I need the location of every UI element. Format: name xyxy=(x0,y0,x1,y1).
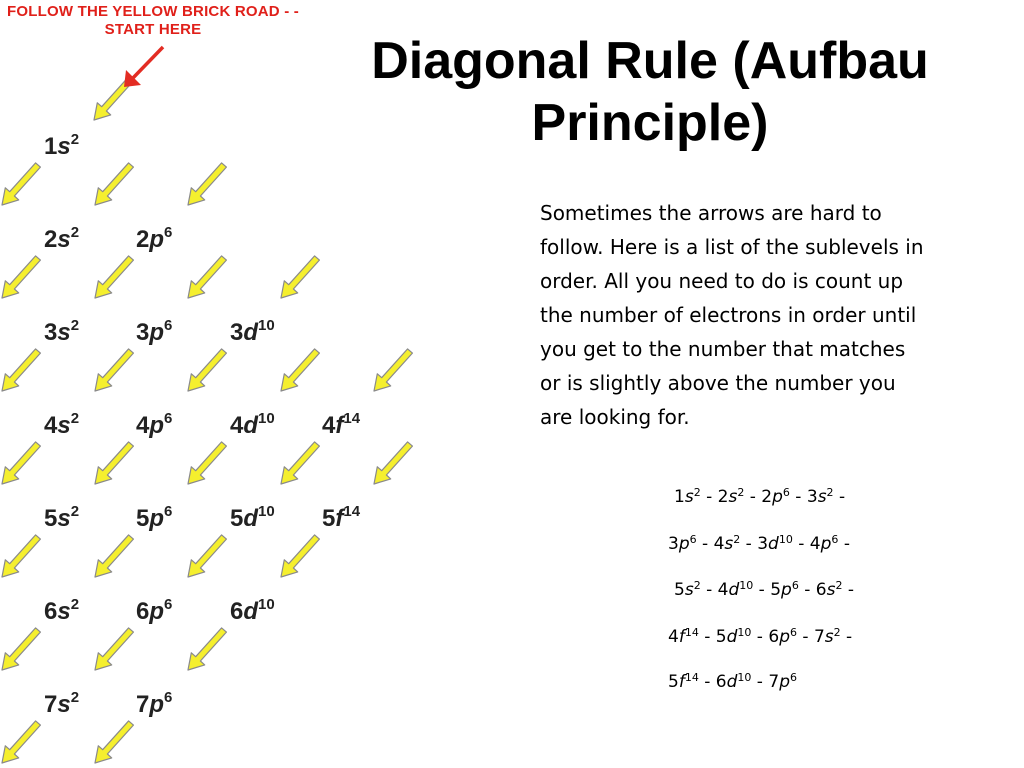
description-line: the number of electrons in order until xyxy=(540,303,917,327)
yellow-arrow-icon xyxy=(281,535,319,577)
orbital-sublevel: p xyxy=(149,319,165,346)
orbital-electrons: 10 xyxy=(737,671,752,684)
orbital-label xyxy=(136,406,172,439)
orbital-level: 6 xyxy=(715,672,727,692)
orbital-level: 7 xyxy=(44,691,58,718)
orbital-electrons: 2 xyxy=(70,410,80,427)
orbital-label xyxy=(44,127,79,160)
orbital-sublevel: s xyxy=(57,505,71,532)
sequence-separator: - xyxy=(798,580,816,600)
orbital-label xyxy=(44,592,79,625)
sequence-separator: - xyxy=(753,580,771,600)
orbital-label xyxy=(44,313,79,346)
orbital-electrons: 10 xyxy=(258,596,275,613)
orbital-sublevel: f xyxy=(678,672,685,692)
orbital-electrons: 10 xyxy=(778,533,793,546)
yellow-arrow-icon xyxy=(2,442,40,484)
sequence-term xyxy=(770,580,799,600)
orbital-electrons: 14 xyxy=(684,671,699,684)
orbital-level: 7 xyxy=(136,691,150,718)
description-line: are looking for. xyxy=(540,405,690,429)
orbital-level: 3 xyxy=(230,319,244,346)
orbital-level: 4 xyxy=(717,580,729,600)
orbital-label xyxy=(136,592,172,625)
yellow-arrow-icon xyxy=(95,256,133,298)
orbital-level: 3 xyxy=(44,319,58,346)
yellow-arrow-icon xyxy=(188,442,226,484)
yellow-arrow-icon xyxy=(188,628,226,670)
orbital-level: 4 xyxy=(136,412,150,439)
orbital-level: 4 xyxy=(668,627,679,647)
sequence-separator: - xyxy=(698,627,716,647)
yellow-arrow-icon xyxy=(281,349,319,391)
description-line: you get to the number that matches xyxy=(540,337,906,361)
orbital-electrons: 6 xyxy=(164,689,173,706)
sequence-separator: - xyxy=(700,580,718,600)
orbital-label xyxy=(44,220,79,253)
sequence-separator: - xyxy=(833,487,846,507)
page-title-line2: Principle) xyxy=(531,94,769,152)
orbital-label xyxy=(230,313,275,346)
sequence-term xyxy=(718,580,754,600)
orbital-sublevel: p xyxy=(781,580,792,600)
yellow-arrow-icon xyxy=(2,628,40,670)
sequence-line xyxy=(674,482,845,508)
orbital-level: 5 xyxy=(715,627,727,647)
start-banner-line1: FOLLOW THE YELLOW BRICK ROAD - - xyxy=(7,3,299,20)
orbital-electrons: 2 xyxy=(833,626,841,639)
yellow-arrow-icon xyxy=(95,442,133,484)
orbital-sublevel: p xyxy=(820,534,832,554)
orbital-sublevel: d xyxy=(243,319,259,346)
yellow-arrow-icon xyxy=(2,349,40,391)
orbital-level: 2 xyxy=(136,226,150,253)
yellow-arrow-icon xyxy=(188,535,226,577)
orbital-sublevel: p xyxy=(779,627,790,647)
orbital-electrons: 2 xyxy=(835,579,843,592)
orbital-electrons: 6 xyxy=(164,224,173,241)
yellow-arrow-icon xyxy=(188,163,226,205)
sequence-line xyxy=(674,575,854,601)
orbital-level: 6 xyxy=(136,598,150,625)
orbital-sublevel: d xyxy=(768,534,779,554)
orbital-level: 5 xyxy=(674,580,685,600)
sequence-term xyxy=(757,534,793,554)
orbital-electrons: 6 xyxy=(689,533,697,546)
sequence-term xyxy=(668,627,699,647)
orbital-label xyxy=(44,499,79,532)
orbital-sublevel: f xyxy=(335,505,344,532)
page-title-line1: Diagonal Rule (Aufbau xyxy=(371,32,929,90)
orbital-sublevel: s xyxy=(57,319,71,346)
yellow-arrow-icon xyxy=(281,442,319,484)
orbital-level: 6 xyxy=(815,580,827,600)
sequence-separator: - xyxy=(696,534,714,554)
yellow-arrow-icon xyxy=(95,721,133,763)
orbital-sublevel: p xyxy=(149,598,165,625)
orbital-electrons: 10 xyxy=(739,579,754,592)
orbital-electrons: 2 xyxy=(70,317,80,334)
sequence-term xyxy=(768,627,797,647)
orbital-level: 7 xyxy=(768,672,780,692)
orbital-electrons: 10 xyxy=(258,410,275,427)
orbital-sublevel: s xyxy=(817,487,827,507)
yellow-arrow-icon xyxy=(95,628,133,670)
orbital-sublevel: p xyxy=(149,505,165,532)
description-line: or is slightly above the number you xyxy=(540,371,896,395)
orbital-sublevel: s xyxy=(57,598,71,625)
orbital-electrons: 6 xyxy=(831,533,839,546)
orbital-electrons: 2 xyxy=(70,503,80,520)
orbital-level: 5 xyxy=(668,672,679,692)
orbital-electrons: 10 xyxy=(258,503,275,520)
sequence-separator: - xyxy=(840,627,853,647)
orbital-sublevel: s xyxy=(57,226,71,253)
orbital-sublevel: d xyxy=(243,412,259,439)
sequence-separator: - xyxy=(796,627,814,647)
description-line: follow. Here is a list of the sublevels in xyxy=(540,235,924,259)
orbital-level: 1 xyxy=(674,487,685,507)
orbital-label xyxy=(322,499,360,532)
sequence-term xyxy=(810,534,839,554)
orbital-electrons: 2 xyxy=(70,689,80,706)
orbital-electrons: 2 xyxy=(70,131,80,148)
yellow-arrow-icon xyxy=(2,256,40,298)
description-line: order. All you need to do is count up xyxy=(540,269,904,293)
sequence-term xyxy=(768,672,797,692)
yellow-arrow-icon xyxy=(2,721,40,763)
orbital-electrons: 2 xyxy=(737,486,745,499)
yellow-arrow-icon xyxy=(374,442,412,484)
sequence-term xyxy=(716,627,752,647)
sequence-term xyxy=(668,534,697,554)
page-title xyxy=(300,30,1000,154)
orbital-level: 4 xyxy=(230,412,244,439)
orbital-electrons: 6 xyxy=(789,626,797,639)
orbital-level: 4 xyxy=(809,534,821,554)
sequence-line xyxy=(668,667,797,693)
orbital-electrons: 14 xyxy=(684,626,699,639)
orbital-electrons: 2 xyxy=(733,533,741,546)
yellow-arrow-icon xyxy=(188,349,226,391)
description-line: Sometimes the arrows are hard to xyxy=(540,201,882,225)
orbital-sublevel: p xyxy=(149,691,165,718)
sequence-line xyxy=(668,622,852,648)
orbital-sublevel: p xyxy=(149,226,165,253)
orbital-label xyxy=(230,499,275,532)
orbital-label xyxy=(136,685,172,718)
orbital-label xyxy=(322,406,360,439)
orbital-sublevel: s xyxy=(57,691,71,718)
sequence-separator: - xyxy=(700,487,718,507)
sequence-term xyxy=(816,580,843,600)
orbital-electrons: 6 xyxy=(164,410,173,427)
sequence-separator: - xyxy=(744,487,762,507)
orbital-sublevel: s xyxy=(826,580,836,600)
orbital-level: 3 xyxy=(757,534,769,554)
orbital-sublevel: f xyxy=(678,627,685,647)
orbital-sublevel: s xyxy=(728,487,738,507)
orbital-electrons: 2 xyxy=(693,579,701,592)
orbital-level: 6 xyxy=(44,598,58,625)
orbital-level: 5 xyxy=(322,505,336,532)
orbital-sublevel: d xyxy=(243,598,259,625)
orbital-label xyxy=(136,220,172,253)
orbital-sublevel: s xyxy=(684,580,694,600)
orbital-label xyxy=(44,685,79,718)
sequence-term xyxy=(814,627,841,647)
orbital-level: 6 xyxy=(230,598,244,625)
orbital-level: 3 xyxy=(136,319,150,346)
orbital-level: 5 xyxy=(230,505,244,532)
sequence-line xyxy=(668,529,850,555)
sequence-term xyxy=(674,487,701,507)
yellow-arrow-icon xyxy=(281,256,319,298)
orbital-label xyxy=(136,313,172,346)
sequence-separator: - xyxy=(751,672,769,692)
orbital-electrons: 10 xyxy=(737,626,752,639)
yellow-arrow-icon xyxy=(374,349,412,391)
orbital-electrons: 2 xyxy=(70,596,80,613)
orbital-label xyxy=(44,406,79,439)
orbital-level: 4 xyxy=(44,412,58,439)
orbital-level: 5 xyxy=(44,505,58,532)
orbital-electrons: 6 xyxy=(164,317,173,334)
yellow-arrow-icon xyxy=(95,349,133,391)
orbital-electrons: 6 xyxy=(791,579,799,592)
start-arrow-icon xyxy=(132,47,163,79)
orbital-sublevel: s xyxy=(724,534,734,554)
sequence-term xyxy=(761,487,790,507)
orbital-level: 4 xyxy=(322,412,336,439)
sequence-separator: - xyxy=(792,534,810,554)
orbital-electrons: 2 xyxy=(826,486,834,499)
sequence-separator: - xyxy=(789,487,807,507)
orbital-sublevel: d xyxy=(243,505,259,532)
orbital-electrons: 6 xyxy=(164,596,173,613)
sequence-term xyxy=(674,580,701,600)
yellow-arrow-icon xyxy=(95,163,133,205)
yellow-arrow-icon xyxy=(95,535,133,577)
sequence-term xyxy=(718,487,745,507)
yellow-arrow-icon xyxy=(2,535,40,577)
orbital-electrons: 6 xyxy=(164,503,173,520)
orbital-sublevel: p xyxy=(772,487,783,507)
orbital-level: 4 xyxy=(713,534,725,554)
orbital-electrons: 6 xyxy=(789,671,797,684)
orbital-sublevel: s xyxy=(684,487,694,507)
sequence-separator: - xyxy=(740,534,758,554)
orbital-label xyxy=(136,499,172,532)
sequence-separator: - xyxy=(838,534,850,554)
sequence-separator: - xyxy=(698,672,716,692)
orbital-level: 2 xyxy=(717,487,729,507)
orbital-level: 5 xyxy=(136,505,150,532)
orbital-sublevel: f xyxy=(335,412,344,439)
orbital-electrons: 14 xyxy=(343,410,361,427)
orbital-sublevel: p xyxy=(149,412,165,439)
orbital-electrons: 14 xyxy=(343,503,361,520)
orbital-level: 3 xyxy=(806,487,818,507)
yellow-arrow-icon xyxy=(188,256,226,298)
orbital-electrons: 6 xyxy=(782,486,790,499)
orbital-sublevel: d xyxy=(726,672,738,692)
description-text xyxy=(540,196,1000,434)
orbital-label xyxy=(230,406,275,439)
orbital-level: 3 xyxy=(668,534,679,554)
orbital-sublevel: d xyxy=(726,627,738,647)
sequence-term xyxy=(807,487,834,507)
orbital-level: 2 xyxy=(44,226,58,253)
orbital-electrons: 2 xyxy=(70,224,80,241)
orbital-label xyxy=(230,592,275,625)
start-banner-line2: START HERE xyxy=(104,21,202,38)
orbital-electrons: 2 xyxy=(693,486,701,499)
orbital-sublevel: p xyxy=(678,534,690,554)
sequence-term xyxy=(714,534,741,554)
orbital-sublevel: s xyxy=(57,412,71,439)
sequence-term xyxy=(668,672,699,692)
orbital-level: 5 xyxy=(770,580,782,600)
sequence-separator: - xyxy=(751,627,769,647)
orbital-level: 1 xyxy=(44,133,58,160)
sequence-separator: - xyxy=(842,580,855,600)
orbital-level: 2 xyxy=(761,487,773,507)
orbital-level: 7 xyxy=(813,627,825,647)
orbital-sublevel: s xyxy=(824,627,834,647)
orbital-level: 6 xyxy=(768,627,780,647)
orbital-sublevel: s xyxy=(57,133,71,160)
orbital-sublevel: d xyxy=(728,580,740,600)
orbital-electrons: 10 xyxy=(258,317,275,334)
orbital-sublevel: p xyxy=(779,672,790,692)
sequence-term xyxy=(716,672,752,692)
yellow-arrow-icon xyxy=(2,163,40,205)
